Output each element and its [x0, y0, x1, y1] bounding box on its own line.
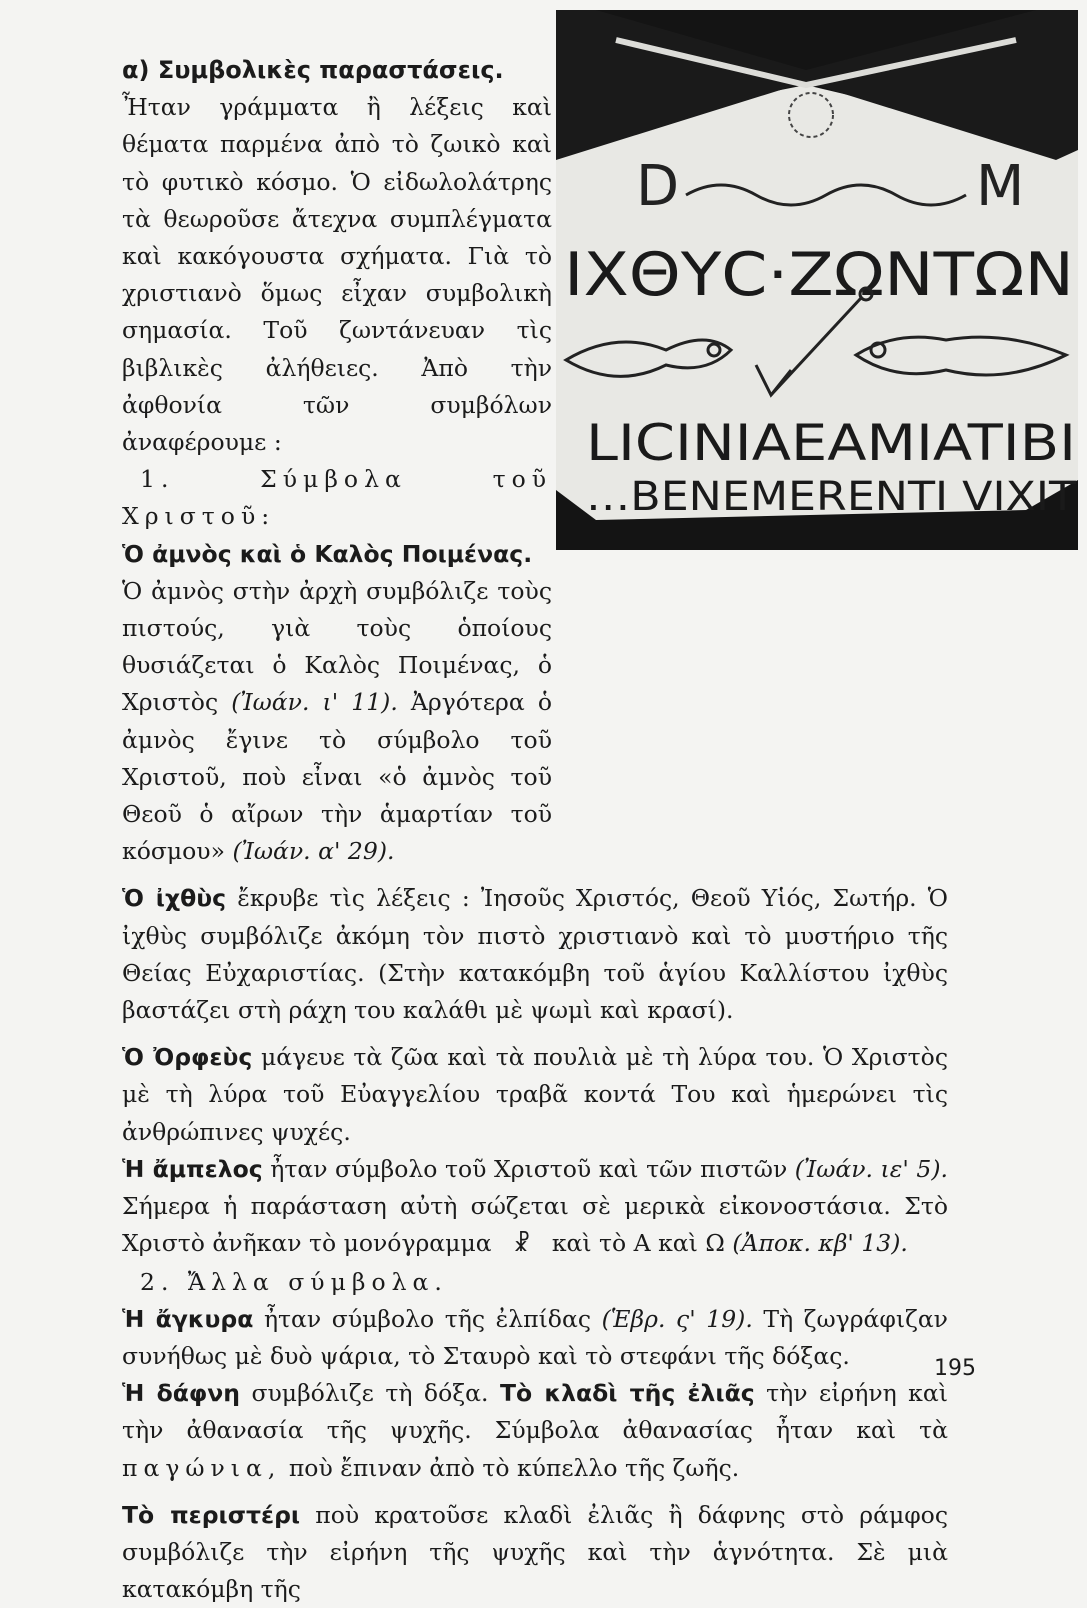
intro-paragraph: Ἦταν γράμματα ἢ λέξεις καὶ θέματα παρμένα ἀπὸ τὸ ζωικὸ καὶ τὸ φυτικὸ κόσμο. Ὁ εἰδωλολάτρης τὰ θεωροῦσε ἄτεχνα συμπλέγματα καὶ κακόγουστα σχήματα. Γιὰ τὸ χριστιανὸ ὅμως εἶχαν συμβολικὴ σημασία. Τοῦ ζωντάνευαν τὶς βιβλικὲς ἀλήθειες. Ἀπὸ τὴν ἀφθονία τῶν συμβόλων ἀναφέρουμε : [122, 93, 552, 457]
lamb-heading: Ὁ ἀμνὸς καὶ ὁ Καλὸς Ποιμένας. [122, 539, 533, 568]
subheading-2: 2. Ἄλλα σύμβολα. [140, 1267, 448, 1296]
section-heading: α) Συμβολικὲς παραστάσεις. [122, 56, 504, 84]
chi-rho-icon: ☧ [513, 1232, 531, 1258]
orpheus-paragraph: Ὁ Ὀρφεὺς μάγευε τὰ ζῶα καὶ τὰ πουλιὰ μὲ τὴ λύρα του. Ὁ Χριστὸς μὲ τὴ λύρα τοῦ Εὐαγγελίου τραβᾶ κοντά Του καὶ ἡμερώνει τὶς ἀνθρώπινες ψυχές. [122, 1043, 948, 1146]
svg-text:M: M [976, 154, 1025, 219]
anchor-paragraph: Ἡ ἄγκυρα ἦταν σύμβολο τῆς ἐλπίδας (Ἑβρ. ς' 19). Τὴ ζωγράφιζαν συνήθως μὲ δυὸ ψάρια, τὸ Σταυρὸ καὶ τὸ στεφάνι τῆς δόξας. [122, 1304, 948, 1370]
caption-latin-2: …BENEMERENTI VIXIT [586, 474, 1077, 520]
text-column [122, 52, 948, 1608]
fish-paragraph: Ὁ ἰχθὺς ἔκρυβε τὶς λέξεις : Ἰησοῦς Χριστός, Θεοῦ Υἱός, Σωτήρ. Ὁ ἰχθὺς συμβόλιζε ἀκόμη τὸν πιστὸ χριστιανὸ καὶ τὸ μυστήριο τῆς Θείας Εὐχαριστίας. (Στὴν κατακόμβη τοῦ ἁγίου Καλλίστου ἰχθὺς βαστάζει στὴ ράχη του καλάθι μὲ ψωμὶ καὶ κρασί). [122, 884, 948, 1025]
caption-letters: D [636, 154, 680, 219]
dove-paragraph: Τὸ περιστέρι ποὺ κρατοῦσε κλαδὶ ἐλιᾶς ἢ δάφνης στὸ ράμφος συμβόλιζε τὴν εἰρήνη τῆς ψυχῆς καὶ τὴν ἁγνότητα. Σὲ μιὰ κατακόμβη τῆς [122, 1500, 948, 1604]
page-number: 195 [934, 1356, 976, 1381]
lamb-paragraph: Ὁ ἀμνὸς στὴν ἀρχὴ συμβόλιζε τοὺς πιστούς, γιὰ τοὺς ὁποίους θυσιάζεται ὁ Καλὸς Ποιμένας, ὁ Χριστὸς (Ἰωάν. ι' 11). Ἀργότερα ὁ ἀμνὸς ἔγινε τὸ σύμβολο τοῦ Χριστοῦ, ποὺ εἶναι «ὁ ἀμνὸς τοῦ Θεοῦ ὁ αἴρων τὴν ἁμαρτίαν τοῦ κόσμου» (Ἰωάν. α' 29). [122, 576, 552, 866]
laurel-paragraph: Ἡ δάφνη συμβόλιζε τὴ δόξα. Τὸ κλαδὶ τῆς ἐλιᾶς τὴν εἰρήνη καὶ τὴν ἀθανασία τῆς ψυχῆς. Σύμβολα ἀθανασίας ἦταν καὶ τὰ παγώνια, ποὺ ἔπιναν ἀπὸ τὸ κύπελλο τῆς ζωῆς. [122, 1379, 948, 1482]
vine-paragraph: Ἡ ἄμπελος ἦταν σύμβολο τοῦ Χριστοῦ καὶ τῶν πιστῶν (Ἰωάν. ιε' 5). Σήμερα ἡ παράσταση αὐτὴ σώζεται σὲ μερικὰ εἰκονοστάσια. Στὸ Χριστὸ ἀνῆκαν τὸ μονόγραμμα ☧ καὶ τὸ Α καὶ Ω (Ἀποκ. κβ' 13). [122, 1154, 948, 1258]
caption-greek: ΙΧΘΥϹ·ΖΩΝΤΩΝ [564, 240, 1074, 310]
subheading-1: 1. Σύμβολα τοῦ Χριστοῦ: [122, 465, 552, 531]
caption-latin-1: LICINIAEAMIATIBI [586, 414, 1076, 472]
